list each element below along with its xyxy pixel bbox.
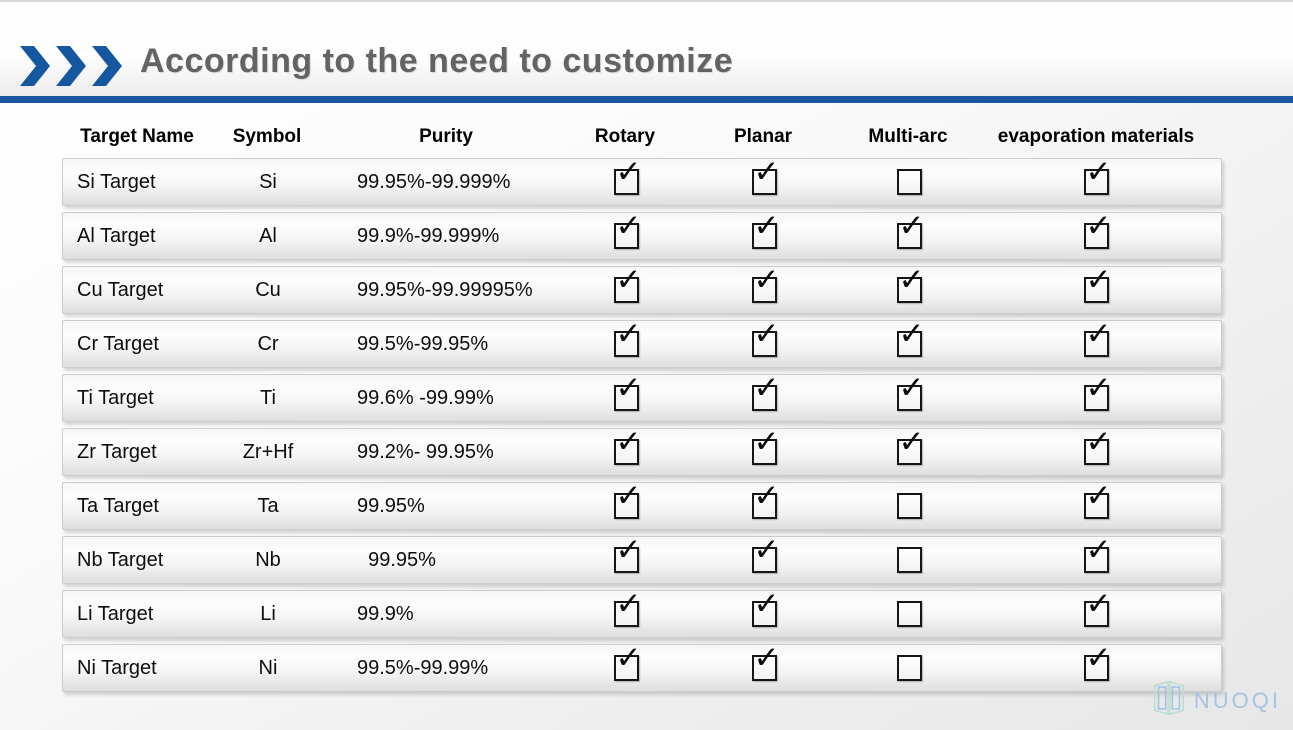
target-purity: 99.5%-99.99% [357, 656, 489, 679]
accent-bar [0, 96, 1293, 103]
target-symbol: Zr+Hf [242, 440, 294, 463]
planar-checkbox[interactable] [752, 385, 777, 411]
planar-checkbox[interactable] [752, 223, 777, 249]
col-header-multi-arc: Multi-arc [868, 126, 948, 147]
table-row [62, 590, 1222, 638]
col-header-rotary: Rotary [594, 126, 656, 147]
rotary-checkbox[interactable] [614, 547, 639, 573]
target-name: Ni Target [77, 656, 157, 679]
multi-arc-checkbox[interactable] [897, 331, 922, 357]
multi-arc-checkbox[interactable] [897, 493, 922, 519]
table-row [62, 428, 1222, 476]
multi-arc-checkbox[interactable] [897, 385, 922, 411]
table-row [62, 320, 1222, 368]
target-purity: 99.2%- 99.95% [357, 440, 494, 463]
logo-book-icon [1150, 679, 1188, 722]
multi-arc-checkbox[interactable] [897, 655, 922, 681]
planar-checkbox[interactable] [752, 655, 777, 681]
target-purity: 99.95% [357, 548, 436, 571]
target-symbol: Nb [255, 548, 281, 571]
planar-checkbox[interactable] [752, 331, 777, 357]
table-row [62, 212, 1222, 260]
target-purity: 99.95% [357, 494, 425, 517]
multi-arc-checkbox[interactable] [897, 223, 922, 249]
rotary-checkbox[interactable] [614, 223, 639, 249]
target-name: Ti Target [77, 386, 154, 409]
evaporation-checkbox[interactable] [1084, 601, 1109, 627]
col-header-evaporation: evaporation materials [997, 126, 1195, 147]
target-symbol: Al [259, 224, 277, 247]
rotary-checkbox[interactable] [614, 493, 639, 519]
table-row [62, 482, 1222, 530]
target-name: Cr Target [77, 332, 159, 355]
target-name: Si Target [77, 170, 156, 193]
target-symbol: Si [259, 170, 277, 193]
rotary-checkbox[interactable] [614, 439, 639, 465]
col-header-target-name: Target Name [80, 126, 194, 147]
rotary-checkbox[interactable] [614, 655, 639, 681]
evaporation-checkbox[interactable] [1084, 277, 1109, 303]
multi-arc-checkbox[interactable] [897, 601, 922, 627]
evaporation-checkbox[interactable] [1084, 547, 1109, 573]
target-purity: 99.6% -99.99% [357, 386, 494, 409]
planar-checkbox[interactable] [752, 601, 777, 627]
evaporation-checkbox[interactable] [1084, 493, 1109, 519]
page-title: According to the need to customize [140, 42, 734, 80]
rotary-checkbox[interactable] [614, 331, 639, 357]
target-symbol: Li [260, 602, 276, 625]
target-symbol: Cr [257, 332, 279, 355]
rotary-checkbox[interactable] [614, 277, 639, 303]
planar-checkbox[interactable] [752, 277, 777, 303]
multi-arc-checkbox[interactable] [897, 547, 922, 573]
evaporation-checkbox[interactable] [1084, 385, 1109, 411]
multi-arc-checkbox[interactable] [897, 439, 922, 465]
target-symbol: Ta [257, 494, 279, 517]
target-symbol: Cu [255, 278, 281, 301]
target-symbol: Ni [258, 656, 278, 679]
col-header-symbol: Symbol [232, 126, 302, 147]
target-name: Nb Target [77, 548, 164, 571]
target-purity: 99.9%-99.999% [357, 224, 500, 247]
table-row [62, 266, 1222, 314]
targets-table [62, 116, 1222, 698]
evaporation-checkbox[interactable] [1084, 169, 1109, 195]
planar-checkbox[interactable] [752, 439, 777, 465]
planar-checkbox[interactable] [752, 493, 777, 519]
evaporation-checkbox[interactable] [1084, 223, 1109, 249]
planar-checkbox[interactable] [752, 547, 777, 573]
target-name: Al Target [77, 224, 156, 247]
target-name: Zr Target [77, 440, 157, 463]
chevrons-icon [20, 46, 126, 91]
evaporation-checkbox[interactable] [1084, 331, 1109, 357]
table-row [62, 536, 1222, 584]
target-purity: 99.5%-99.95% [357, 332, 489, 355]
target-name: Li Target [77, 602, 154, 625]
table-row [62, 158, 1222, 206]
target-name: Ta Target [77, 494, 159, 517]
col-header-planar: Planar [733, 126, 793, 147]
col-header-purity: Purity [419, 126, 473, 147]
slide-header [0, 2, 1293, 96]
table-row [62, 644, 1222, 692]
multi-arc-checkbox[interactable] [897, 169, 922, 195]
evaporation-checkbox[interactable] [1084, 439, 1109, 465]
target-purity: 99.9% [357, 602, 414, 625]
table-row [62, 374, 1222, 422]
target-purity: 99.95%-99.99995% [357, 278, 533, 301]
rotary-checkbox[interactable] [614, 169, 639, 195]
planar-checkbox[interactable] [752, 169, 777, 195]
table-header-row [62, 116, 1222, 158]
evaporation-checkbox[interactable] [1084, 655, 1109, 681]
multi-arc-checkbox[interactable] [897, 277, 922, 303]
rotary-checkbox[interactable] [614, 601, 639, 627]
target-symbol: Ti [260, 386, 276, 409]
company-logo [1150, 679, 1281, 722]
rotary-checkbox[interactable] [614, 385, 639, 411]
target-name: Cu Target [77, 278, 164, 301]
target-purity: 99.95%-99.999% [357, 170, 511, 193]
logo-text: NUOQI [1193, 687, 1281, 713]
